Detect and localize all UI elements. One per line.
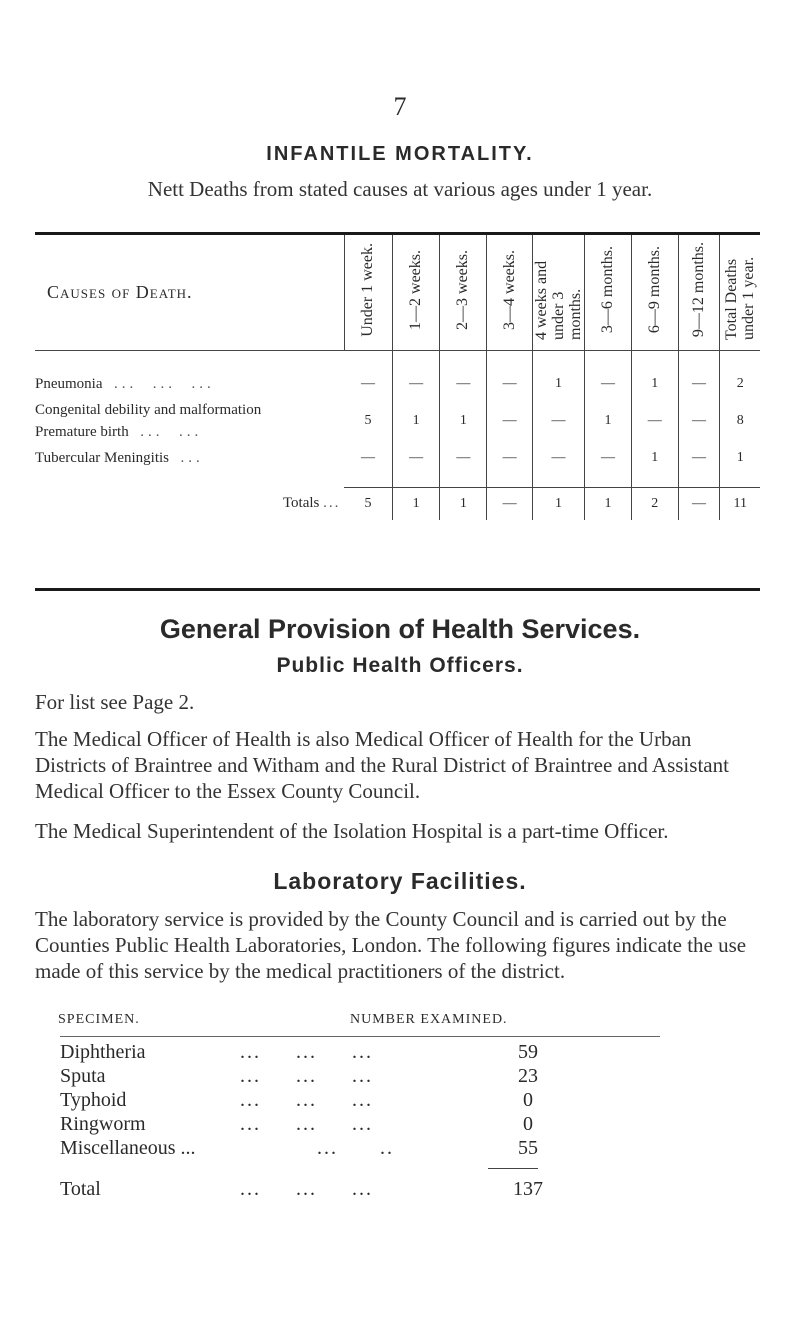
col-header: 1—2 weeks. bbox=[392, 235, 440, 351]
specimen-value: 55 bbox=[518, 1137, 538, 1159]
total-cell: 1 bbox=[392, 487, 440, 520]
table-row: Congenital debility and malformation Premature birth ... ... 5 1 1 — — 1 — — 8 bbox=[35, 397, 760, 445]
table-cell: — bbox=[487, 397, 533, 445]
specimen-value: 0 bbox=[523, 1113, 533, 1135]
number-header: NUMBER EXAMINED. bbox=[350, 1012, 508, 1027]
table-cell: — bbox=[585, 445, 632, 471]
total-cell: 2 bbox=[631, 487, 678, 520]
specimen-name: Sputa bbox=[60, 1065, 106, 1087]
table-row: Pneumonia ... ... ... — — — — 1 — 1 — 2 bbox=[35, 371, 760, 397]
specimen-name: Miscellaneous ... bbox=[60, 1137, 196, 1159]
specimen-name: Typhoid bbox=[60, 1089, 127, 1111]
cause-label: Premature birth bbox=[35, 424, 129, 440]
col-header: Total Deaths under 1 year. bbox=[720, 235, 760, 351]
table-row: Tubercular Meningitis ... — — — — — — 1 — 1 bbox=[35, 445, 760, 471]
section-heading: Laboratory Facilities. bbox=[273, 868, 527, 894]
table-cell: — bbox=[678, 371, 720, 397]
col-header: 3—4 weeks. bbox=[487, 235, 533, 351]
table-cell: — bbox=[440, 371, 487, 397]
specimen-name: Ringworm bbox=[60, 1113, 146, 1135]
totals-label: Totals bbox=[282, 494, 320, 511]
table-cell: 1 bbox=[392, 397, 440, 445]
section-heading: General Provision of Health Services. bbox=[159, 614, 641, 644]
table-cell: 1 bbox=[736, 450, 744, 465]
page-number: 7 bbox=[393, 92, 407, 121]
specimen-value: 23 bbox=[518, 1065, 538, 1087]
table-cell: — bbox=[392, 445, 440, 471]
cause-label: Tubercular Meningitis bbox=[35, 449, 170, 466]
col-header: 4 weeks and under 3 months. bbox=[533, 235, 585, 351]
table-cell: 1 bbox=[631, 445, 678, 471]
specimen-value: 59 bbox=[518, 1041, 538, 1063]
total-label: Total bbox=[60, 1178, 101, 1200]
totals-row: Totals ... 5 1 1 — 1 1 2 — 11 bbox=[35, 487, 760, 520]
page-subtitle: Nett Deaths from stated causes at various ages under 1 year. bbox=[147, 177, 653, 201]
total-cell: — bbox=[487, 487, 533, 520]
table-cell: 1 bbox=[585, 397, 632, 445]
table-cell: — bbox=[533, 397, 585, 445]
total-cell: 11 bbox=[720, 487, 760, 520]
table-cell: — bbox=[631, 397, 678, 445]
table-header-row bbox=[35, 235, 760, 351]
table-cell: — bbox=[678, 397, 720, 445]
table-cell: — bbox=[487, 445, 533, 471]
table-cell: — bbox=[585, 371, 632, 397]
paragraph: For list see Page 2. bbox=[35, 690, 195, 714]
section-subheading: Public Health Officers. bbox=[276, 654, 524, 677]
col-header: 2—3 weeks. bbox=[440, 235, 487, 351]
table-cell: 1 bbox=[533, 371, 585, 397]
total-cell: 5 bbox=[344, 487, 392, 520]
specimen-name: Diphtheria bbox=[60, 1041, 146, 1063]
col-header: 9—12 months. bbox=[678, 235, 720, 351]
cause-label: Pneumonia bbox=[35, 375, 103, 392]
table-cell: — bbox=[440, 445, 487, 471]
col-header: Under 1 week. bbox=[344, 235, 392, 351]
table-cell: 1 bbox=[440, 397, 487, 445]
specimen-header: SPECIMEN. bbox=[58, 1012, 140, 1027]
specimen-top-rule bbox=[60, 1036, 660, 1037]
paragraph: The Medical Superintendent of the Isolation Hospital is a part-time Officer. bbox=[35, 819, 669, 843]
col-header: 6—9 months. bbox=[631, 235, 678, 351]
total-value: 137 bbox=[513, 1178, 543, 1200]
table-cell: 8 bbox=[736, 413, 744, 428]
table-cell: — bbox=[533, 445, 585, 471]
total-rule bbox=[488, 1168, 538, 1169]
table-cell: 5 bbox=[344, 397, 392, 445]
total-cell: — bbox=[678, 487, 720, 520]
table-cell: — bbox=[344, 445, 392, 471]
total-cell: 1 bbox=[440, 487, 487, 520]
table-cell: 2 bbox=[736, 376, 744, 391]
cause-label: Congenital debility and malformation bbox=[35, 402, 262, 418]
mortality-table bbox=[35, 235, 760, 520]
col-header: 3—6 months. bbox=[585, 235, 632, 351]
table-cell: — bbox=[344, 371, 392, 397]
total-cell: 1 bbox=[533, 487, 585, 520]
paragraph: The Medical Officer of Health is also Medical Officer of Health for the Urban Districts of Braintree and Witham and the Rural District of Braintree and Assistant Medical Officer to the Essex County Council. bbox=[35, 727, 729, 803]
table-cell: — bbox=[487, 371, 533, 397]
causes-header: Causes of Death. bbox=[35, 235, 344, 351]
paragraph: The laboratory service is provided by the County Council and is carried out by the Counties Public Health Laboratories, London. The following figures indicate the use made of this service by the medical practitioners of the district. bbox=[35, 907, 747, 983]
specimen-value: 0 bbox=[523, 1089, 533, 1111]
total-cell: 1 bbox=[585, 487, 632, 520]
page-title: INFANTILE MORTALITY. bbox=[266, 143, 534, 165]
table-cell: — bbox=[678, 445, 720, 471]
table-cell: — bbox=[392, 371, 440, 397]
table-bottom-rule bbox=[35, 588, 760, 591]
table-cell: 1 bbox=[631, 371, 678, 397]
